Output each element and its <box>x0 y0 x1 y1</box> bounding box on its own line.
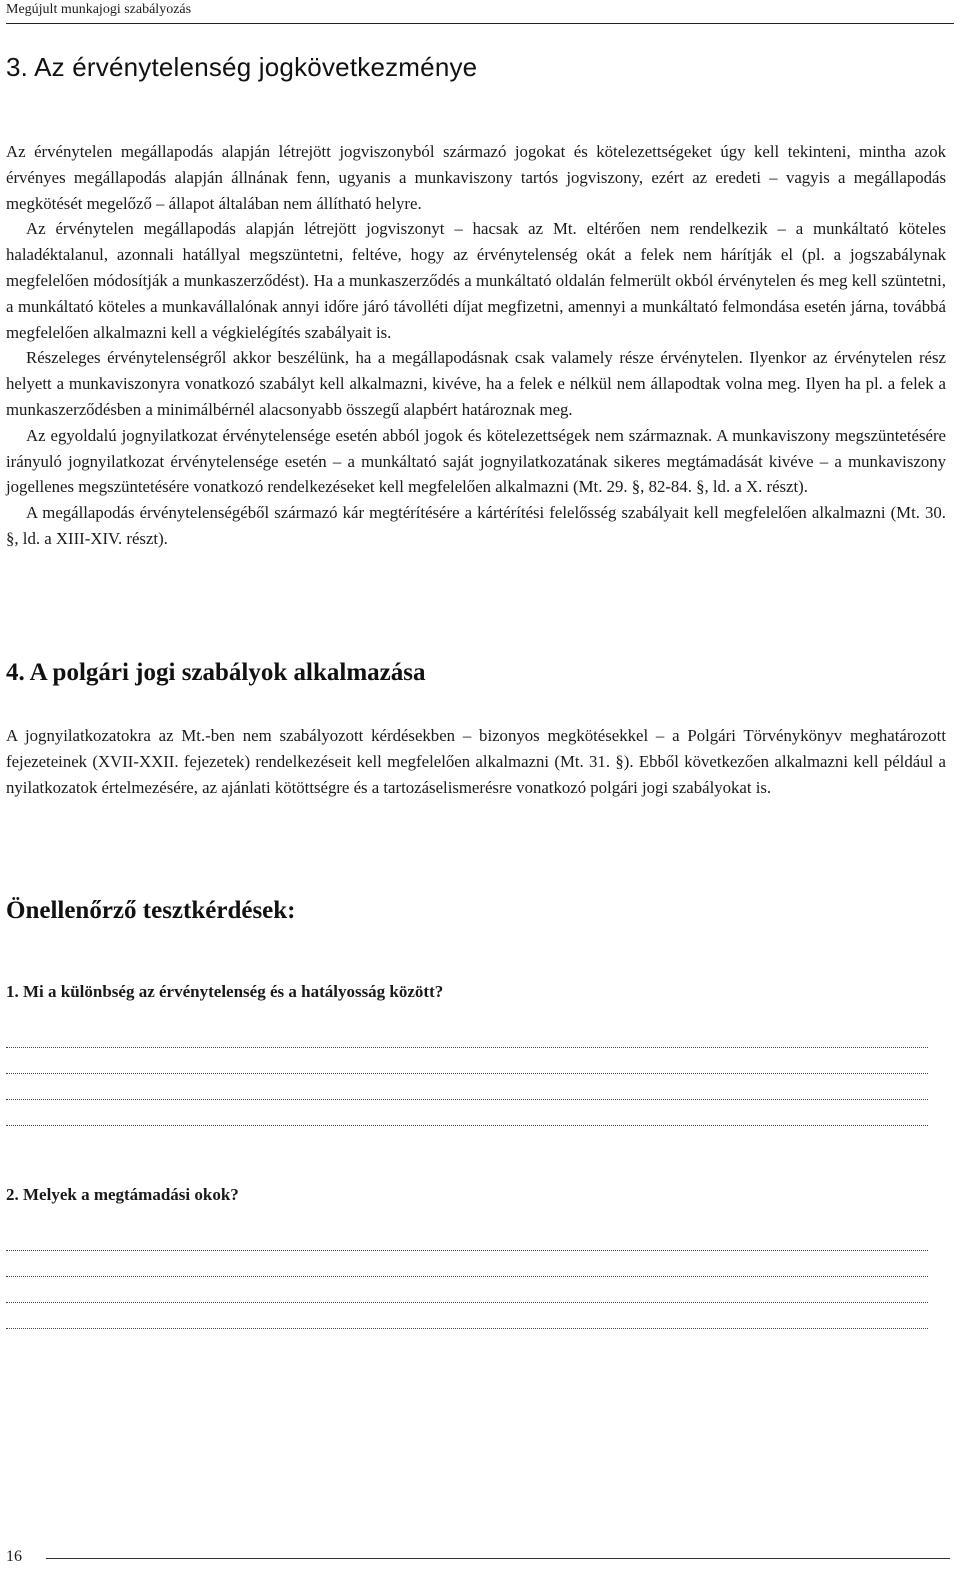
answer-line[interactable] <box>6 1125 928 1126</box>
section-4-title: 4. A polgári jogi szabályok alkalmazása <box>6 659 426 686</box>
question-1: 1. Mi a különbség az érvénytelenség és a hatályosság között? <box>6 982 444 1001</box>
answer-line[interactable] <box>6 1302 928 1303</box>
paragraph: Az érvénytelen megállapodás alapján létrejött jogviszonyból származó jogokat és kötelezettségeket úgy kell tekinteni, mintha azok érvényes megállapodás alapján állnának fenn, ugyanis a munkaviszony tartós jogviszony, ezért az eredeti – vagyis a megállapodás megkötését megelőző – állapot általában nem állítható helyre. <box>6 142 946 213</box>
self-test-title: Önellenőrző tesztkérdések: <box>6 897 296 924</box>
answer-line[interactable] <box>6 1073 928 1074</box>
answer-line[interactable] <box>6 1250 928 1251</box>
question-2: 2. Melyek a megtámadási okok? <box>6 1185 239 1204</box>
answer-line[interactable] <box>6 1047 928 1048</box>
paragraph: A jognyilatkozatokra az Mt.-ben nem szabályozott kérdésekben – bizonyos megkötésekkel – a Polgári Törvénykönyv meghatározott fejezeteinek (XVII-XXII. fejezetek) rendelkezéseit kell megfelelően alkalmazni (Mt. 31. §). Ebből következően alkalmazni kell például a nyilatkozatok értelmezésére, az ajánlati kötöttségre és a tartozáselismerésre vonatkozó polgári jogi szabályokat is. <box>6 726 946 797</box>
answer-line[interactable] <box>6 1328 928 1329</box>
answer-line[interactable] <box>6 1099 928 1100</box>
answer-line[interactable] <box>6 1276 928 1277</box>
section-4-body <box>6 723 946 800</box>
page-number: 16 <box>6 1548 22 1565</box>
running-header <box>6 0 954 24</box>
footer-rule <box>46 1558 950 1559</box>
paragraph: Az egyoldalú jognyilatkozat érvénytelensége esetén abból jogok és kötelezettségek nem származnak. A munkaviszony megszüntetésére irányuló jognyilatkozat érvénytelensége esetén – a munkáltató saját jognyilatkozatának sikeres megtámadását kivéve – a munkaviszony jogellenes megszüntetésére vonatkozó rendelkezéseket kell megfelelően alkalmazni (Mt. 29. §, 82-84. §, ld. a X. részt). <box>6 425 946 497</box>
paragraph: Az érvénytelen megállapodás alapján létrejött jogviszonyt – hacsak az Mt. eltérően nem rendelkezik – a munkáltató köteles haladéktalanul, azonnali hatállyal megszüntetni, feltéve, hogy az érvénytelenség okát a felek nem hárítják el (pl. a jogszabálynak megfelelően módosítják a munkaszerződést). Ha a munkaszerződés a munkáltató oldalán felmerült okból érvénytelen és meg kell szüntetni, a munkáltató köteles a munkavállalónak annyi időre járó távolléti díjat megfizetni, amennyi a munkáltató felmondása esetén járna, továbbá megfelelően alkalmazni kell a végkielégítés szabályait is. <box>6 219 946 342</box>
section-3-title: 3. Az érvénytelenség jogkövetkezménye <box>6 52 478 82</box>
paragraph: A megállapodás érvénytelenségéből származó kár megtérítésére a kártérítési felelősség szabályait kell megfelelően alkalmazni (Mt. 30. §, ld. a XIII-XIV. részt). <box>6 503 946 548</box>
section-3-body <box>6 139 946 552</box>
running-title: Megújult munkajogi szabályozás <box>6 2 192 17</box>
paragraph: Részeleges érvénytelenségről akkor beszélünk, ha a megállapodásnak csak valamely része érvénytelen. Ilyenkor az érvénytelen rész helyett a munkaviszonyra vonatkozó szabályt kell alkalmazni, kivéve, ha a felek e nélkül nem állapodtak volna meg. Ilyen ha pl. a felek a munkaszerződésben a minimálbérnél alacsonyabb összegű alapbért határoznak meg. <box>6 348 946 419</box>
